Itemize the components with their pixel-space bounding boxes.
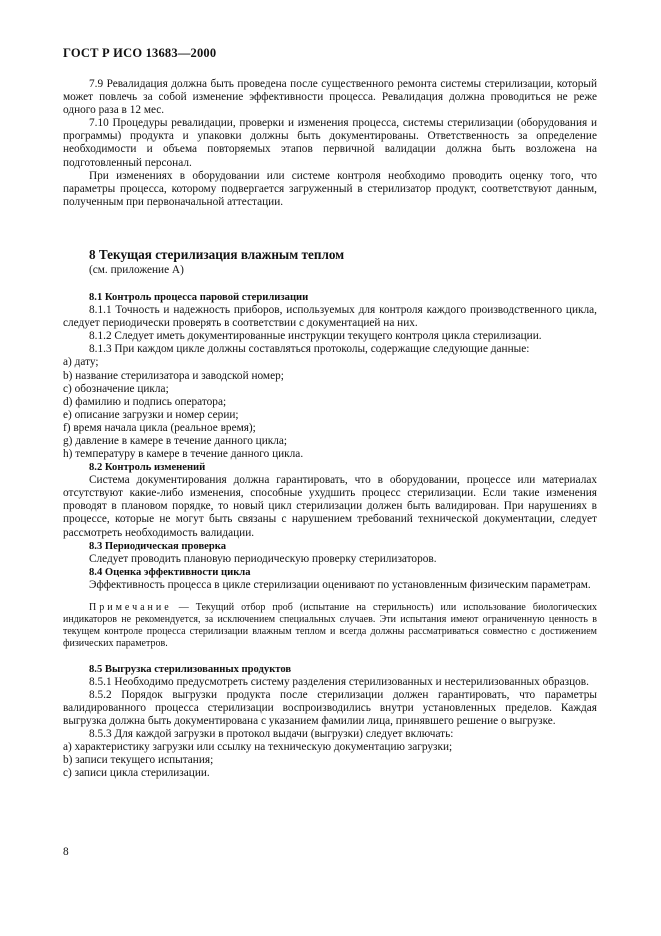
paragraph-7-9: 7.9 Ревалидация должна быть проведена после существенного ремонта системы стерилизации, который может повлечь за собой изменение эффективности процесса. Ревалидация должна проводиться не реже одного раза в 12 мес. <box>63 78 597 117</box>
paragraph-8-5-3: 8.5.3 Для каждой загрузки в протокол выдачи (выгрузки) следует включать: <box>89 728 454 740</box>
heading-8-5: 8.5 Выгрузка стерилизованных продуктов <box>89 663 292 675</box>
list-item: a) дату; <box>63 356 99 369</box>
section-8-subtitle: (см. приложение А) <box>89 263 184 276</box>
paragraph-8-1-1: 8.1.1 Точность и надежность приборов, используемых для контроля каждого производственного цикла, следует периодически проверять в соответствии с документацией на них. <box>63 304 597 330</box>
paragraph-8-1-3: 8.1.3 При каждом цикле должны составляться протоколы, содержащие следующие данные: <box>89 343 530 356</box>
heading-8-2: 8.2 Контроль изменений <box>89 462 206 474</box>
paragraph-changes: При изменениях в оборудовании или системе контроля необходимо проводить оценку того, что параметры процесса, которому подвергается загруженный в стерилизатор продукт, соответствуют данным, полученным при первоначальной аттестации. <box>63 169 597 208</box>
list-item: f) время начала цикла (реальное время); <box>63 421 256 434</box>
note-text: — Текущий отбор проб (испытание на стерильность) или использование биологических индикаторов не рекомендуется, за исключением специальных случаев. Эти испытания имеют ограниченную ценность в текущем контроле процесса стерилизации влажным теплом и всегда должны рассматриваться совместно с достижением физических параметров. <box>63 601 597 650</box>
list-item: e) описание загрузки и номер серии; <box>63 408 239 421</box>
list-item: c) записи цикла стерилизации. <box>63 767 210 780</box>
paragraph-8-3: Следует проводить плановую периодическую проверку стерилизаторов. <box>89 552 437 565</box>
list-item: d) фамилию и подпись оператора; <box>63 395 227 408</box>
paragraph-8-1-2: 8.1.2 Следует иметь документированные инструкции текущего контроля цикла стерилизации. <box>89 330 542 343</box>
note-label: Примечание <box>89 601 172 613</box>
paragraph-8-5-1: 8.5.1 Необходимо предусмотреть систему разделения стерилизованных и нестерилизованных образцов. <box>89 675 589 688</box>
list-item: g) давление в камере в течение данного цикла; <box>63 434 288 447</box>
note <box>63 602 597 651</box>
list-item: c) обозначение цикла; <box>63 382 169 395</box>
paragraph-8-4: Эффективность процесса в цикле стерилизации оценивают по установленным физическим параметрам. <box>89 578 591 591</box>
page-content <box>63 78 597 780</box>
paragraph-7-10: 7.10 Процедуры ревалидации, проверки и изменения процесса, системы стерилизации (оборудования и программы) продукта и упаковки должны быть документированы. Ответственность за определение необходимости и объема повторяемых этапов первичной валидации должна быть возложена на подготовленный персонал. <box>63 117 597 169</box>
heading-8-1: 8.1 Контроль процесса паровой стерилизации <box>89 292 309 304</box>
list-item: b) записи текущего испытания; <box>63 754 214 767</box>
paragraph-8-2: Система документирования должна гарантировать, что в оборудовании, процессе или материалах отсутствуют какие-либо изменения, способные ухудшить процесс стерилизации. Если такие изменения проводят в плановом порядке, то новый цикл стерилизации должен быть валидирован. При нарушениях в процессе, которые не могут быть связаны с нарушением требований технической документации, следует рассмотреть необходимость валидации. <box>63 474 597 539</box>
list-item: h) температуру в камере в течение данного цикла. <box>63 448 304 461</box>
list-item: a) характеристику загрузки или ссылку на техническую документацию загрузки; <box>63 741 453 754</box>
paragraph-8-5-2: 8.5.2 Порядок выгрузки продукта после стерилизации должен гарантировать, что параметры валидированного процесса стерилизации воспроизводились внутри установленных пределов. Каждая выгрузка должна быть документирована с указанием фамилии лица, принявшего решение о выгрузке. <box>63 688 597 727</box>
page-header: ГОСТ Р ИСО 13683—2000 <box>63 46 217 60</box>
list-item: b) название стерилизатора и заводской номер; <box>63 369 284 382</box>
section-8-title: 8 Текущая стерилизация влажным теплом <box>89 246 345 262</box>
heading-8-4: 8.4 Оценка эффективности цикла <box>89 566 251 578</box>
page-number: 8 <box>63 846 69 858</box>
heading-8-3: 8.3 Периодическая проверка <box>89 540 226 552</box>
